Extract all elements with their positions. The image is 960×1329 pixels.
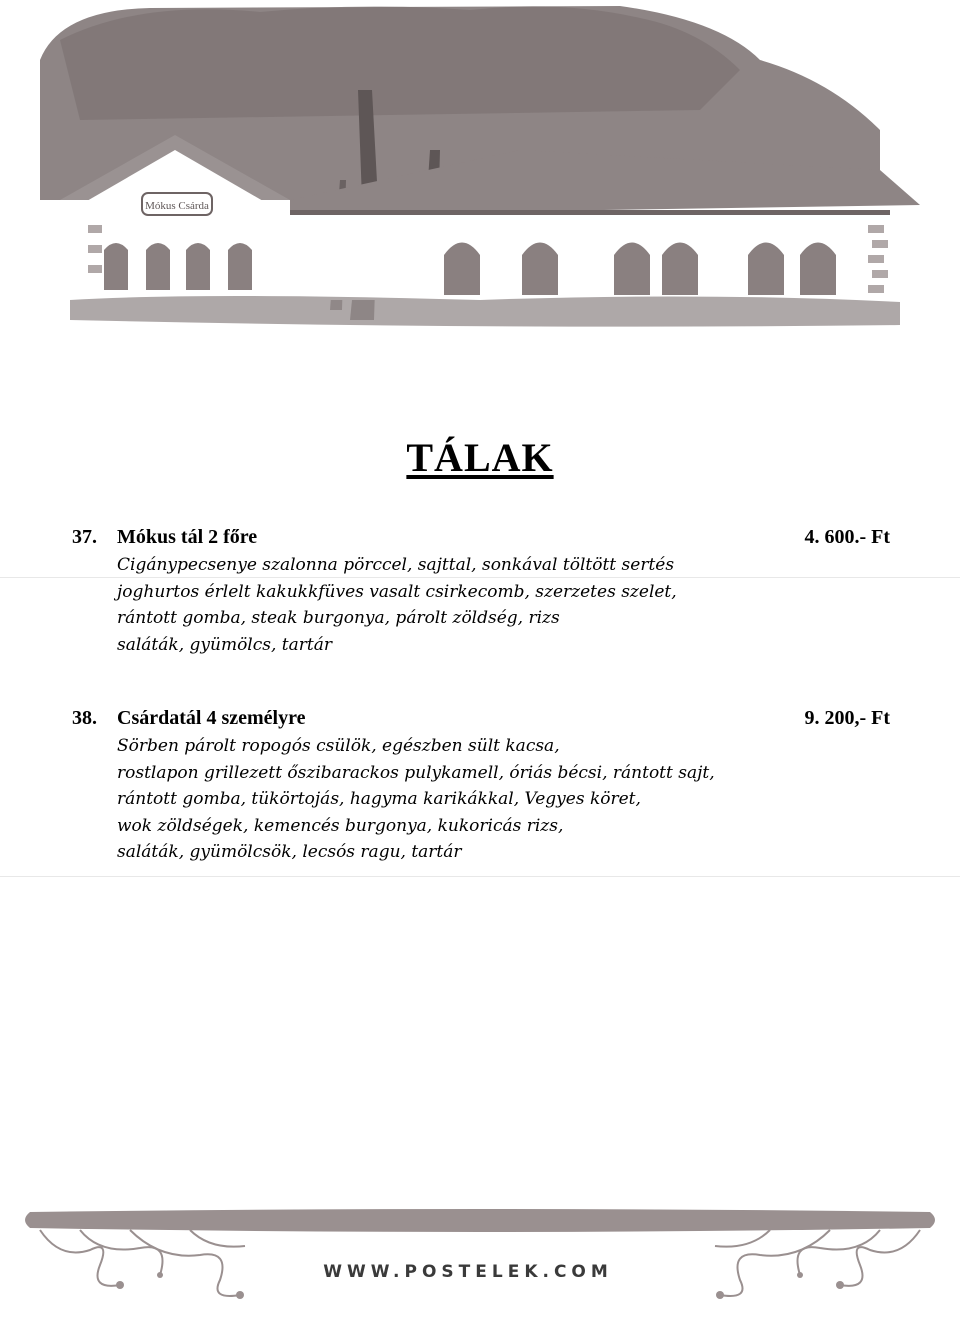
item-number: 37. [72, 526, 97, 548]
description-line: joghurtos érlelt kakukkfüves vasalt csirkecomb, szerzetes szelet, [117, 581, 677, 602]
item-price: 9. 200,- Ft [804, 707, 890, 729]
description-line: Cigánypecsenye szalonna pörccel, sajttal, sonkával töltött sertés [117, 555, 675, 575]
item-number: 38. [72, 707, 97, 729]
restaurant-building-illustration [0, 0, 960, 340]
description-line: saláták, gyümölcs, tartár [117, 634, 332, 655]
menu-item [72, 526, 890, 658]
item-name: Csárdatál 4 személyre [117, 707, 306, 729]
item-description [117, 552, 890, 658]
description-line: wok zöldségek, kemencés burgonya, kukoricás rizs, [117, 815, 564, 836]
menu-item-header [72, 526, 890, 552]
divider [0, 577, 960, 578]
menu-item-header [72, 707, 890, 733]
item-price: 4. 600.- Ft [804, 526, 890, 548]
description-line: Sörben párolt ropogós csülök, egészben sült kacsa, [117, 736, 560, 756]
menu-item [72, 707, 890, 866]
page-title: TÁLAK [406, 435, 554, 480]
restaurant-sign: Mókus Csárda [145, 200, 209, 212]
description-line: saláták, gyümölcsök, lecsós ragu, tartár [117, 842, 462, 862]
website-url: WWW.POSTELEK.COM [323, 1262, 613, 1282]
description-line: rántott gomba, steak burgonya, párolt zöldség, rizs [117, 608, 560, 628]
description-line: rostlapon grillezett őszibarackos pulykamell, óriás bécsi, rántott sajt, [117, 762, 715, 783]
item-name: Mókus tál 2 főre [117, 526, 258, 548]
divider [0, 876, 960, 877]
item-description [117, 733, 890, 866]
description-line: rántott gomba, tükörtojás, hagyma karikákkal, Vegyes köret, [117, 789, 641, 809]
